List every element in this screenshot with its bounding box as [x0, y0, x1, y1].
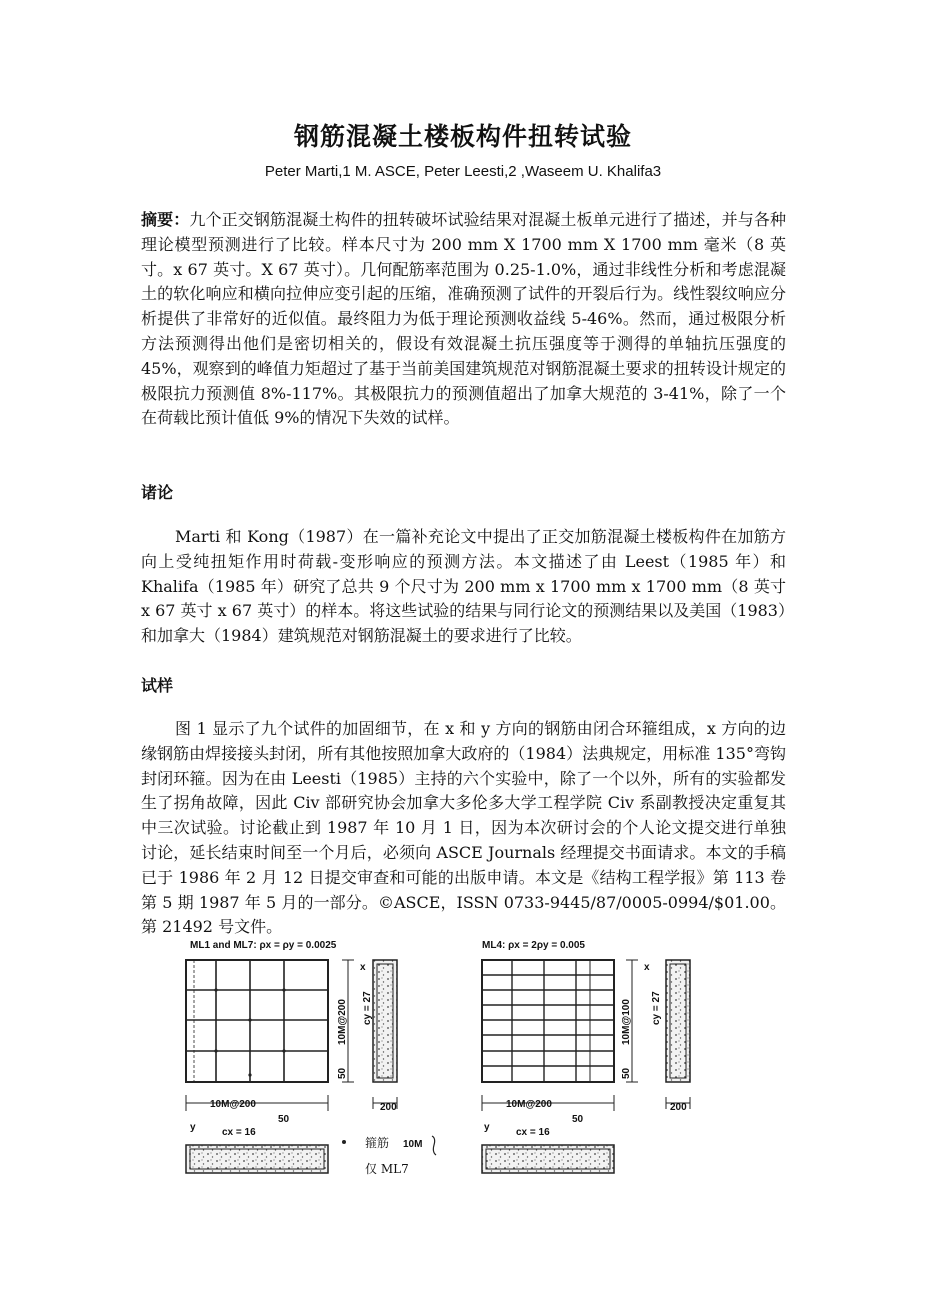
left-figure-title: ML1 and ML7: ρx = ρy = 0.0025: [190, 940, 337, 951]
reinforcement-drawing: [170, 935, 700, 1193]
section-heading-specimens: 试样: [141, 676, 174, 695]
stirrup-note: 仅 ML7: [365, 1162, 409, 1176]
reinforcement-figure: [170, 935, 700, 1193]
abstract-text: 九个正交钢筋混凝土构件的扭转破坏试验结果对混凝土板单元进行了描述，并与各种理论模型预测进行了比较。样本尺寸为 200 mm X 1700 mm X 1700 mm 毫米（8 英寸。x 67 英寸。X 67 英寸）。几何配筋率范围为 0.25-1.0%，通过非线性分析和考虑混凝土的软化响应和横向拉伸应变引起的压缩，准确预测了试件的开裂后行为。线性裂纹响应分析提供了非常好的近似值。最终阻力为低于理论预测收益线 5-46%。然而，通过极限分析方法预测得出他们是密切相关的，假设有效混凝土抗压强度等于测得的单轴抗压强度的 45%，观察到的峰值力矩超过了基于当前美国建筑规范对钢筋混凝土要求的扭转设计规定的极限抗力预测值 8%-117%。其极限抗力的预测值超出了加拿大规范的 3-41%，除了一个在荷载比预计值低 9%的情况下失效的试样。: [141, 210, 786, 428]
right-cy-label: cy = 27: [651, 991, 662, 1025]
left-fifty-horizontal: 50: [278, 1114, 290, 1125]
left-y-label: y: [190, 1122, 196, 1133]
right-x-label: x: [644, 962, 650, 973]
left-horizontal-spacing: 10M@200: [210, 1099, 256, 1110]
abstract-label: 摘要: [141, 210, 174, 229]
paper-title: 钢筋混凝土楼板构件扭转试验: [293, 122, 632, 151]
abstract-colon: ：: [173, 210, 190, 229]
stirrup-size: 10M: [403, 1139, 423, 1150]
left-cx-label: cx = 16: [222, 1127, 256, 1138]
left-section-width: 200: [380, 1102, 397, 1113]
left-vertical-spacing: 10M@200: [337, 999, 348, 1045]
stirrup-bracket: [432, 1136, 436, 1155]
right-y-label: y: [484, 1122, 490, 1133]
right-cx-label: cx = 16: [516, 1127, 550, 1138]
section-heading-introduction: 诸论: [141, 483, 174, 502]
right-fifty-label: 50: [621, 1067, 632, 1079]
author-line: Peter Marti,1 M. ASCE, Peter Leesti,2 ,Waseem U. Khalifa3: [264, 163, 662, 180]
right-figure-title: ML4: ρx = 2ρy = 0.005: [482, 940, 585, 951]
left-cy-label: cy = 27: [362, 991, 373, 1025]
left-x-label: x: [360, 962, 366, 973]
specimens-paragraph: 图 1 显示了九个试件的加固细节，在 x 和 y 方向的钢筋由闭合环箍组成，x 方向的边缘钢筋由焊接接头封闭，所有其他按照加拿大政府的（1984）法典规定，用标准 135°弯钩封闭环箍。因为在由 Leesti（1985）主持的六个实验中，除了一个以外，所有的实验都发生了拐角故障，因此 Civ 部研究协会加拿大多伦多大学工程学院 Civ 系副教授决定重复其中三次试验。讨论截止到 1987 年 10 月 1 日，因为本次研讨会的个人论文提交进行单独讨论，延长结束时间至一个月后，必须向 ASCE Journals 经理提交书面请求。本文的手稿已于 1986 年 2 月 12 日提交审查和可能的出版申请。本文是《结构工程学报》第 113 卷第 5 期 1987 年 5 月的一部分。©ASCE，ISSN 0733-9445/87/0005-0994/$01.00。第 21492 号文件。: [141, 719, 786, 937]
stirrup-label: 箍筋: [365, 1136, 390, 1150]
left-plan-grid: [186, 960, 328, 1082]
left-horizontal-dimension: [186, 1095, 328, 1111]
left-fifty-label: 50: [337, 1067, 348, 1079]
right-vertical-spacing: 10M@100: [621, 999, 632, 1045]
right-section-width: 200: [670, 1102, 687, 1113]
right-fifty-horizontal: 50: [572, 1114, 584, 1125]
right-horizontal-spacing: 10M@200: [506, 1099, 552, 1110]
introduction-paragraph: Marti 和 Kong（1987）在一篇补充论文中提出了正交加筋混凝土楼板构件在加筋方向上受纯扭矩作用时荷载-变形响应的预测方法。本文描述了由 Leest（1985 年）和 Khalifa（1985 年）研究了总共 9 个尺寸为 200 mm x 1700 mm x 1700 mm（8 英寸 x 67 英寸 x 67 英寸）的样本。将这些试验的结果与同行论文的预测结果以及美国（1983）和加拿大（1984）建筑规范对钢筋混凝土的要求进行了比较。: [141, 527, 786, 646]
stirrup-marker: [342, 1140, 346, 1144]
right-plan-grid: [482, 960, 614, 1082]
abstract-paragraph: [141, 208, 786, 431]
